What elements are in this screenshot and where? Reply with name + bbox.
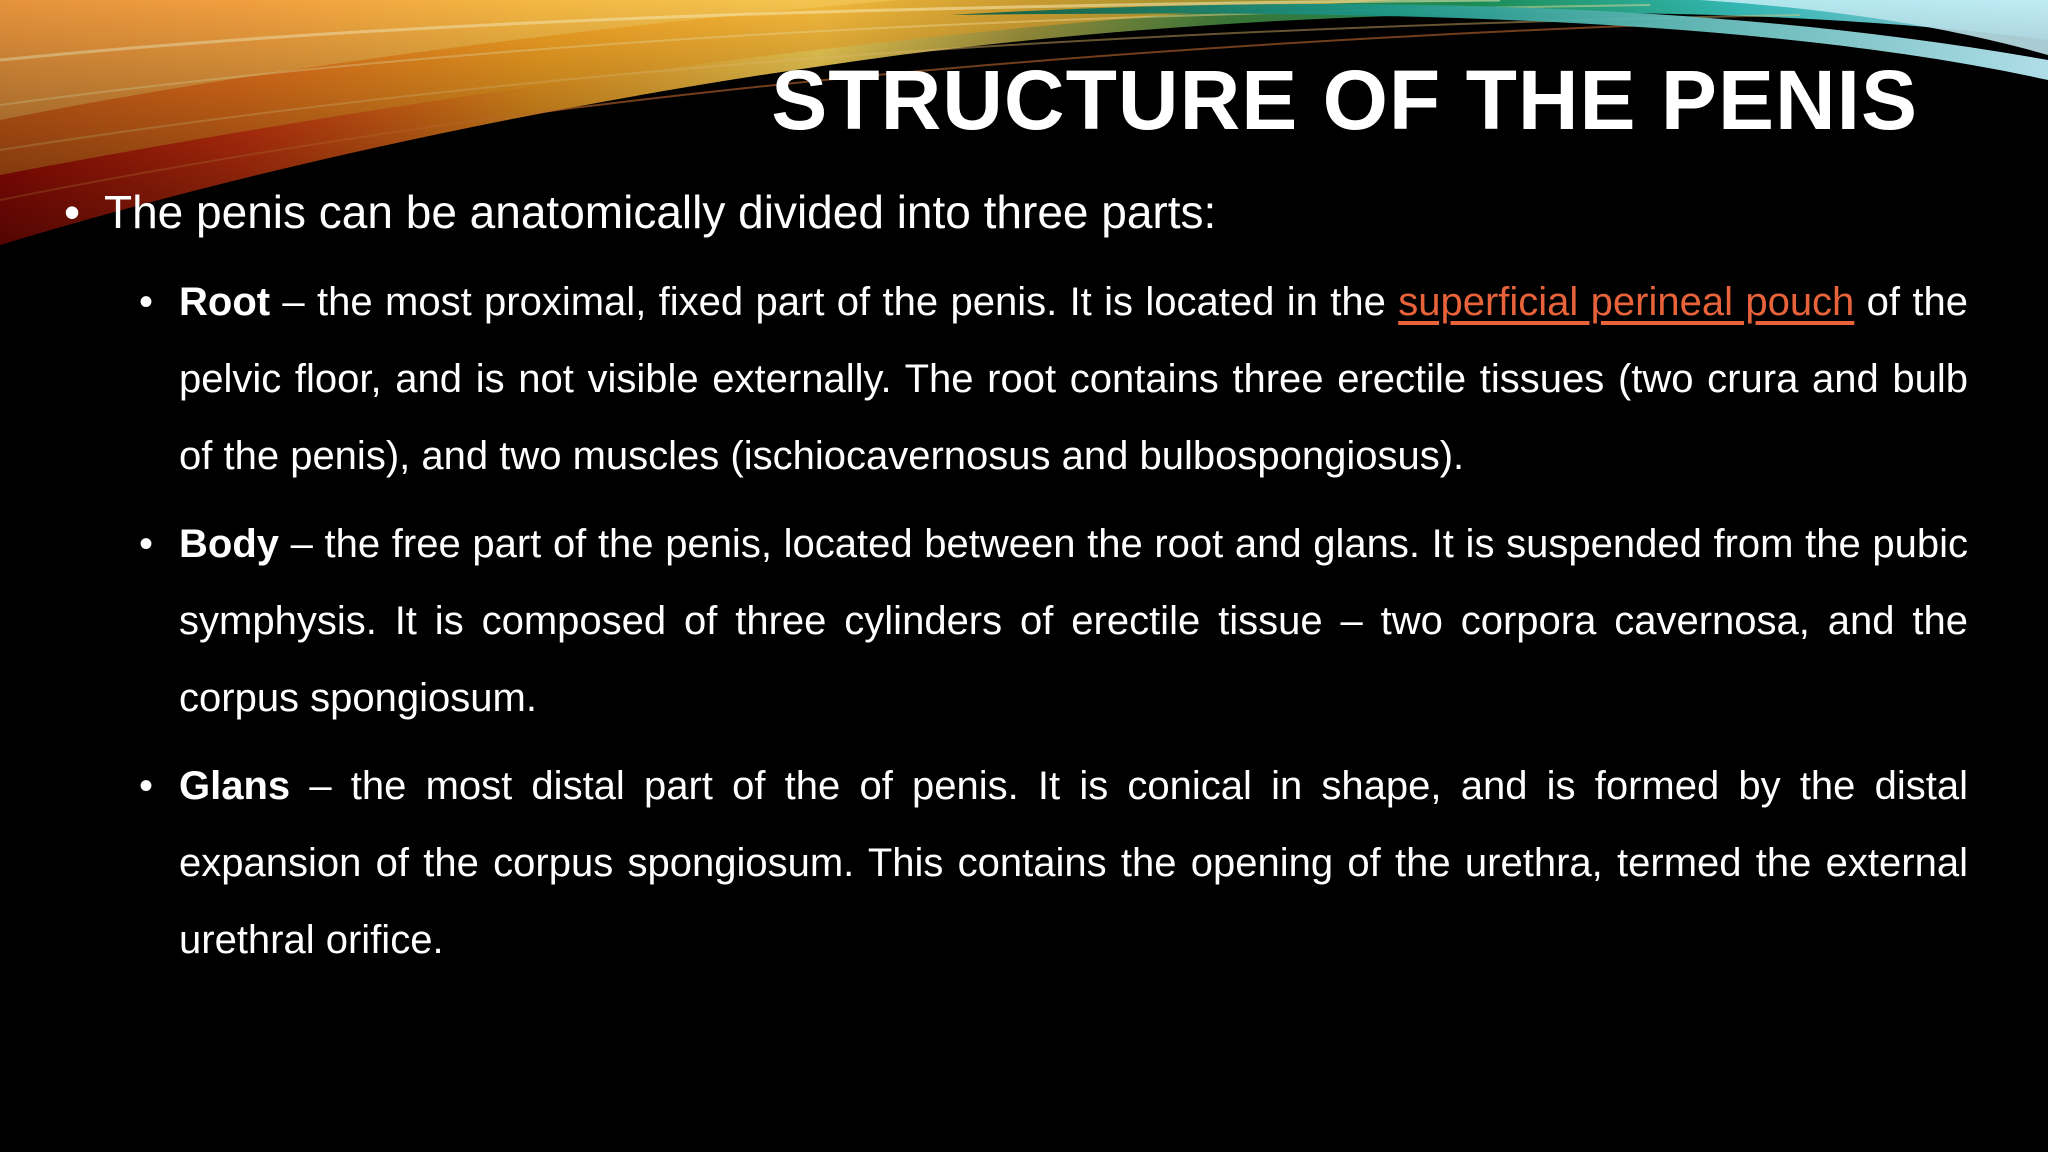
bullet-icon: • <box>139 522 154 566</box>
superficial-perineal-pouch-link[interactable]: superficial perineal pouch <box>1398 280 1855 324</box>
term-root: Root <box>179 280 271 324</box>
term-glans: Glans <box>179 764 291 808</box>
bullet-icon: • <box>139 280 154 324</box>
bullet-icon: • <box>139 764 154 808</box>
slide-title: STRUCTURE OF THE PENIS <box>771 53 1918 147</box>
body-text: – the free part of the penis, located between the root and glans. It is suspended from the pubic symphysis. It is composed of three cylinders of erectile tissue – two corpora cavernosa, and the corpus spongiosum. <box>179 522 1968 720</box>
intro-bullet-item <box>64 180 1216 244</box>
list-item-root <box>139 264 1968 495</box>
glans-text: – the most distal part of the of penis. It is conical in shape, and is formed by the distal expansion of the corpus spongiosum. This contains the opening of the urethra, termed the external urethral orifice. <box>179 764 1968 962</box>
term-body: Body <box>179 522 279 566</box>
bullet-icon: • <box>64 186 81 238</box>
parts-list <box>139 264 1968 990</box>
root-text-before-link: – the most proximal, fixed part of the penis. It is located in the <box>270 280 1399 324</box>
list-item-body <box>139 506 1968 737</box>
root-text-after-link: of the pelvic floor, and is not visible externally. The root contains three erectile tissues (two crura and bulb of the penis), and two muscles (ischiocavernosus and bulbospongiosus). <box>179 280 1968 478</box>
list-item-glans <box>139 748 1968 979</box>
intro-text: The penis can be anatomically divided into three parts: <box>104 186 1217 238</box>
